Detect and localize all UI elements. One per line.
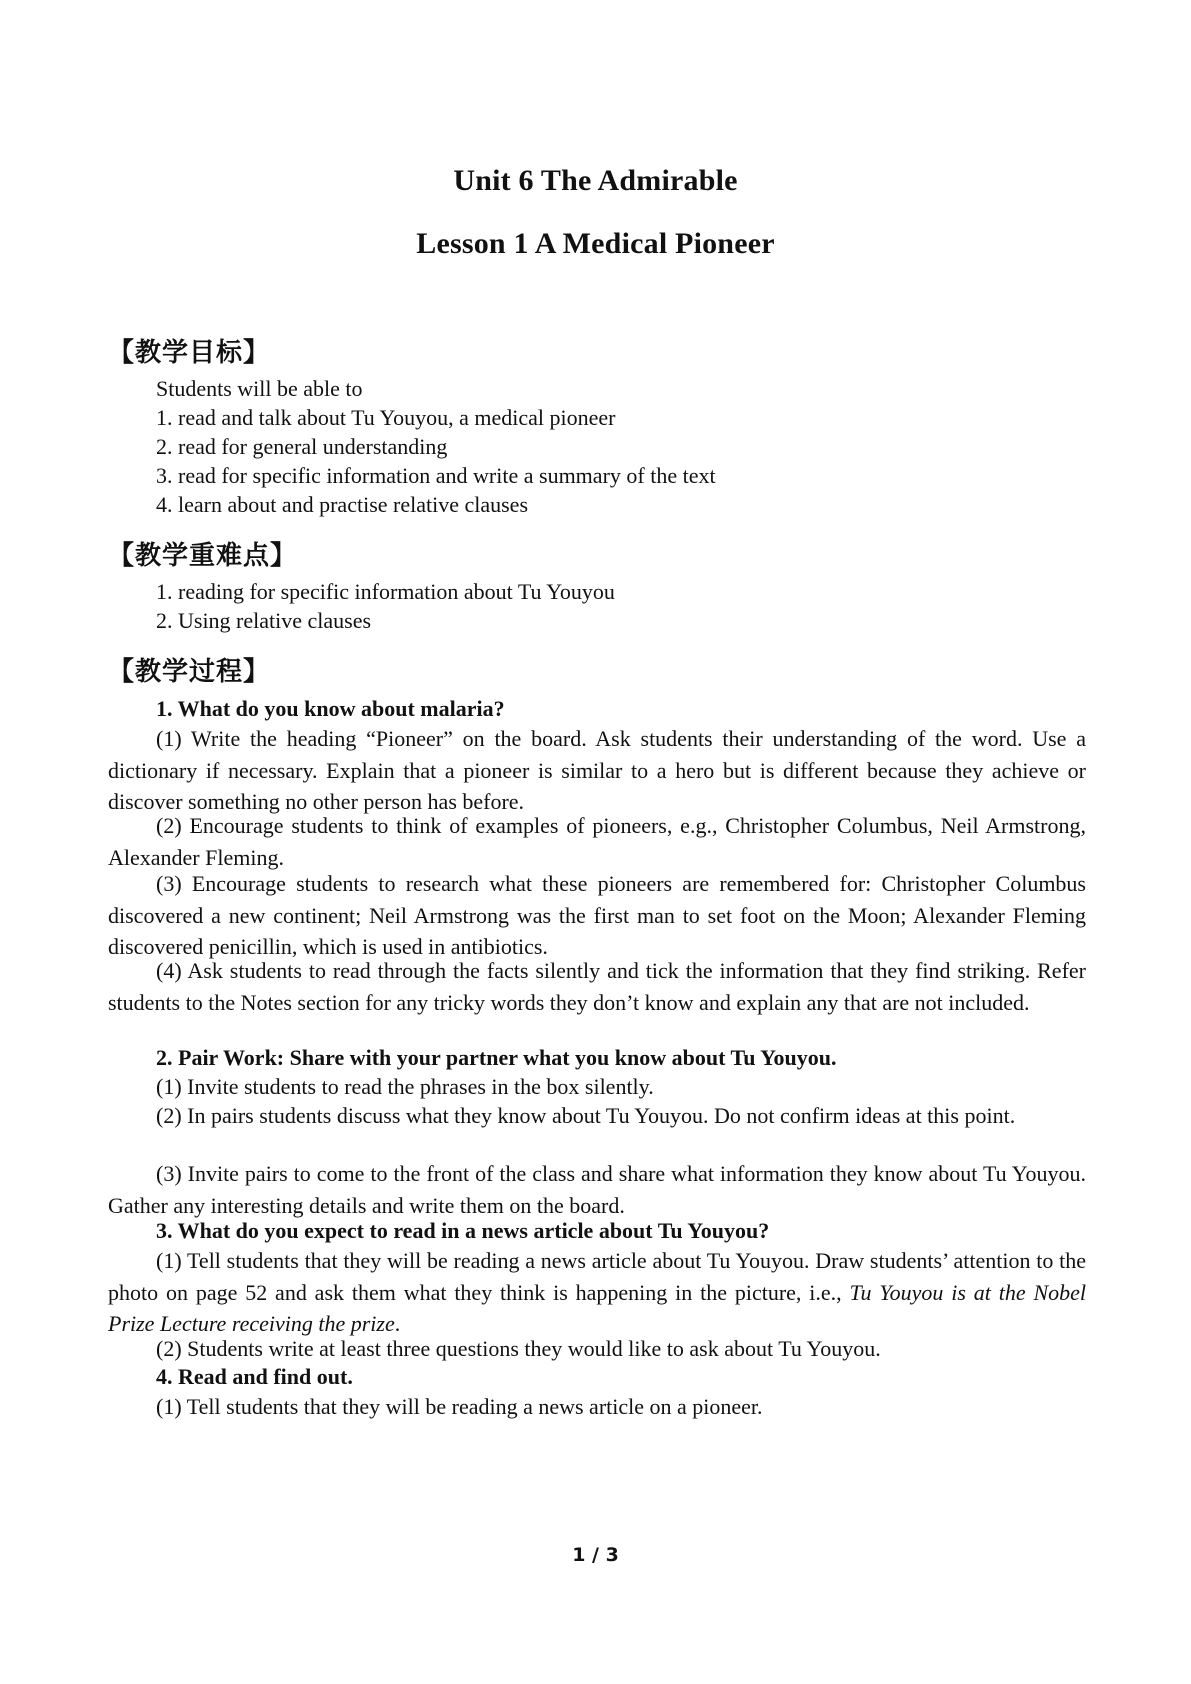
step-4-paragraph-1: (1) Tell students that they will be reading a news article on a pioneer. xyxy=(156,1394,763,1419)
step-3-paragraph-1 xyxy=(108,1245,1086,1340)
step-2-paragraph-3: (3) Invite pairs to come to the front of the class and share what information they know about Tu Youyou. Gather any interesting details and write them on the board. xyxy=(108,1161,1086,1218)
step-2-title: 2. Pair Work: Share with your partner what you know about Tu Youyou. xyxy=(156,1045,837,1070)
objective-item: 1. read and talk about Tu Youyou, a medical pioneer xyxy=(156,405,616,430)
step-3-paragraph-1-italic: Tu Youyou is at the Nobel Prize Lecture receiving the prize xyxy=(108,1279,1086,1336)
step-1-paragraph-3: (3) Encourage students to research what these pioneers are remembered for: Christopher Columbus discovered a new continent; Neil Armstrong was the first man to set foot on the Moon; Alexander Fleming discovered penicillin, which is used in antibiotics. xyxy=(108,871,1086,959)
step-1-paragraph-2: (2) Encourage students to think of examples of pioneers, e.g., Christopher Columbus, Neil Armstrong, Alexander Fleming. xyxy=(108,813,1086,870)
step-2-paragraph-2: (2) In pairs students discuss what they know about Tu Youyou. Do not confirm ideas at this point. xyxy=(156,1103,1016,1128)
step-3-paragraph-2: (2) Students write at least three questions they would like to ask about Tu Youyou. xyxy=(156,1336,881,1361)
objective-item: 3. read for specific information and write a summary of the text xyxy=(156,463,716,488)
unit-title: Unit 6 The Admirable xyxy=(453,164,738,197)
step-2-paragraph-1: (1) Invite students to read the phrases in the box silently. xyxy=(156,1074,654,1099)
step-3-title: 3. What do you expect to read in a news article about Tu Youyou? xyxy=(156,1218,770,1243)
step-3-paragraph-1-text: (1) Tell students that they will be reading a news article about Tu Youyou. Draw students’ attention to the photo on page 52 and ask them what they think is happening in the picture, i.e., xyxy=(108,1248,1086,1305)
process-heading: 【教学过程】 xyxy=(108,657,271,687)
step-3-paragraph-1-end: . xyxy=(394,1311,401,1336)
objectives-heading: 【教学目标】 xyxy=(108,338,271,368)
objective-item: 2. read for general understanding xyxy=(156,434,448,459)
key-point-item: 2. Using relative clauses xyxy=(156,608,372,633)
key-point-item: 1. reading for specific information about Tu Youyou xyxy=(156,579,615,604)
step-4-title: 4. Read and find out. xyxy=(156,1364,353,1389)
objectives-intro: Students will be able to xyxy=(156,376,363,401)
step-1-paragraph-1: (1) Write the heading “Pioneer” on the board. Ask students their understanding of the word. Use a dictionary if necessary. Explain that a pioneer is similar to a hero but is different because they achieve or discover something no other person has before. xyxy=(108,726,1086,814)
page-number: 1 / 3 xyxy=(572,1544,619,1566)
step-1-title: 1. What do you know about malaria? xyxy=(156,696,505,721)
key-points-heading: 【教学重难点】 xyxy=(108,541,298,571)
lesson-title: Lesson 1 A Medical Pioneer xyxy=(416,227,775,260)
step-1-paragraph-4: (4) Ask students to read through the facts silently and tick the information that they find striking. Refer students to the Notes section for any tricky words they don’t know and explain any that are not included. xyxy=(108,958,1086,1015)
objective-item: 4. learn about and practise relative clauses xyxy=(156,492,529,517)
